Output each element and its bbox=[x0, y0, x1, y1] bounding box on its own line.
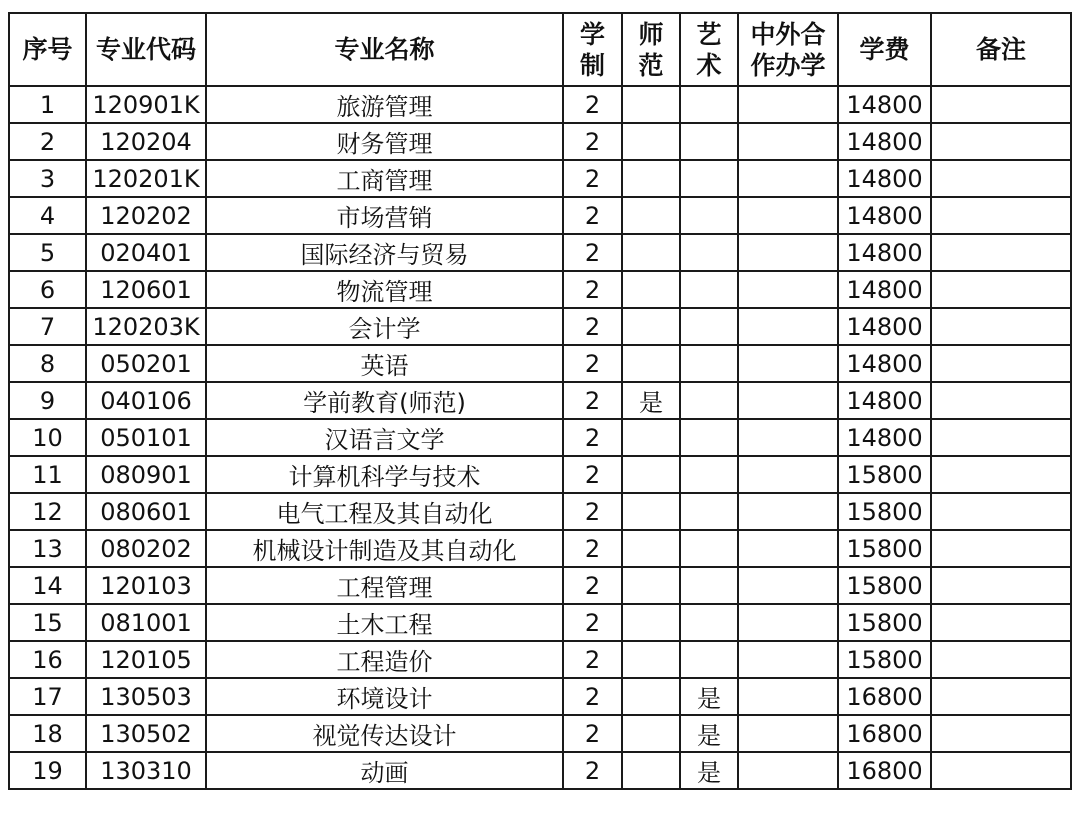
table-row bbox=[9, 493, 1071, 530]
table-row bbox=[9, 641, 1071, 678]
cell-coop bbox=[738, 160, 838, 197]
cell-art bbox=[680, 160, 738, 197]
cell-art bbox=[680, 197, 738, 234]
cell-name: 汉语言文学 bbox=[206, 419, 563, 456]
cell-duration: 2 bbox=[563, 456, 622, 493]
cell-note bbox=[931, 271, 1071, 308]
cell-duration: 2 bbox=[563, 604, 622, 641]
cell-note bbox=[931, 197, 1071, 234]
table-row bbox=[9, 86, 1071, 123]
header-normal-line1: 师 bbox=[638, 19, 664, 49]
cell-coop bbox=[738, 530, 838, 567]
cell-art bbox=[680, 604, 738, 641]
cell-code: 120201K bbox=[86, 160, 206, 197]
cell-coop bbox=[738, 715, 838, 752]
cell-note bbox=[931, 604, 1071, 641]
cell-normal bbox=[622, 493, 680, 530]
cell-name: 会计学 bbox=[206, 308, 563, 345]
cell-duration: 2 bbox=[563, 641, 622, 678]
cell-art bbox=[680, 567, 738, 604]
cell-note bbox=[931, 641, 1071, 678]
cell-name: 物流管理 bbox=[206, 271, 563, 308]
cell-duration: 2 bbox=[563, 382, 622, 419]
cell-index: 9 bbox=[9, 382, 86, 419]
header-normal-line2: 范 bbox=[638, 50, 664, 80]
cell-fee: 14800 bbox=[838, 197, 931, 234]
cell-normal bbox=[622, 678, 680, 715]
cell-normal bbox=[622, 197, 680, 234]
cell-duration: 2 bbox=[563, 493, 622, 530]
cell-coop bbox=[738, 123, 838, 160]
cell-normal bbox=[622, 604, 680, 641]
cell-code: 050201 bbox=[86, 345, 206, 382]
cell-duration: 2 bbox=[563, 271, 622, 308]
cell-normal bbox=[622, 345, 680, 382]
table-header bbox=[9, 13, 1071, 86]
cell-note bbox=[931, 493, 1071, 530]
cell-art bbox=[680, 123, 738, 160]
table-row bbox=[9, 567, 1071, 604]
cell-name: 土木工程 bbox=[206, 604, 563, 641]
cell-note bbox=[931, 715, 1071, 752]
cell-code: 120204 bbox=[86, 123, 206, 160]
header-normal bbox=[622, 13, 680, 86]
cell-normal bbox=[622, 160, 680, 197]
table-row bbox=[9, 271, 1071, 308]
cell-fee: 15800 bbox=[838, 530, 931, 567]
cell-normal bbox=[622, 123, 680, 160]
cell-code: 120103 bbox=[86, 567, 206, 604]
table-row bbox=[9, 678, 1071, 715]
cell-name: 学前教育(师范) bbox=[206, 382, 563, 419]
cell-code: 081001 bbox=[86, 604, 206, 641]
header-coop-line1: 中外合 bbox=[750, 19, 826, 49]
cell-normal bbox=[622, 308, 680, 345]
table-row bbox=[9, 234, 1071, 271]
cell-index: 13 bbox=[9, 530, 86, 567]
cell-note bbox=[931, 234, 1071, 271]
cell-index: 2 bbox=[9, 123, 86, 160]
cell-index: 18 bbox=[9, 715, 86, 752]
table-row bbox=[9, 197, 1071, 234]
cell-art: 是 bbox=[680, 752, 738, 789]
cell-code: 130503 bbox=[86, 678, 206, 715]
cell-note bbox=[931, 345, 1071, 382]
cell-coop bbox=[738, 345, 838, 382]
cell-note bbox=[931, 160, 1071, 197]
cell-art: 是 bbox=[680, 715, 738, 752]
cell-coop bbox=[738, 456, 838, 493]
cell-fee: 14800 bbox=[838, 123, 931, 160]
table-row bbox=[9, 382, 1071, 419]
cell-coop bbox=[738, 382, 838, 419]
table-row bbox=[9, 419, 1071, 456]
cell-name: 视觉传达设计 bbox=[206, 715, 563, 752]
cell-normal bbox=[622, 530, 680, 567]
cell-name: 机械设计制造及其自动化 bbox=[206, 530, 563, 567]
cell-index: 15 bbox=[9, 604, 86, 641]
cell-normal bbox=[622, 752, 680, 789]
cell-coop bbox=[738, 308, 838, 345]
cell-art bbox=[680, 530, 738, 567]
cell-name: 工程造价 bbox=[206, 641, 563, 678]
cell-code: 120901K bbox=[86, 86, 206, 123]
cell-coop bbox=[738, 678, 838, 715]
cell-index: 3 bbox=[9, 160, 86, 197]
header-coop bbox=[738, 13, 838, 86]
table-row bbox=[9, 160, 1071, 197]
cell-coop bbox=[738, 567, 838, 604]
cell-fee: 14800 bbox=[838, 345, 931, 382]
cell-duration: 2 bbox=[563, 678, 622, 715]
cell-index: 5 bbox=[9, 234, 86, 271]
header-art-line1: 艺 bbox=[696, 19, 722, 49]
cell-fee: 16800 bbox=[838, 678, 931, 715]
cell-duration: 2 bbox=[563, 160, 622, 197]
cell-code: 120203K bbox=[86, 308, 206, 345]
cell-normal bbox=[622, 641, 680, 678]
header-code: 专业代码 bbox=[86, 13, 206, 86]
cell-code: 120202 bbox=[86, 197, 206, 234]
cell-art bbox=[680, 345, 738, 382]
header-duration-line1: 学 bbox=[579, 19, 605, 49]
cell-fee: 14800 bbox=[838, 271, 931, 308]
cell-normal bbox=[622, 419, 680, 456]
cell-index: 6 bbox=[9, 271, 86, 308]
cell-name: 计算机科学与技术 bbox=[206, 456, 563, 493]
table-row bbox=[9, 604, 1071, 641]
cell-coop bbox=[738, 604, 838, 641]
table-body bbox=[9, 86, 1071, 789]
cell-fee: 14800 bbox=[838, 419, 931, 456]
cell-note bbox=[931, 678, 1071, 715]
cell-note bbox=[931, 308, 1071, 345]
cell-name: 环境设计 bbox=[206, 678, 563, 715]
cell-duration: 2 bbox=[563, 419, 622, 456]
cell-index: 8 bbox=[9, 345, 86, 382]
cell-index: 12 bbox=[9, 493, 86, 530]
cell-index: 19 bbox=[9, 752, 86, 789]
cell-fee: 14800 bbox=[838, 234, 931, 271]
cell-art bbox=[680, 382, 738, 419]
cell-duration: 2 bbox=[563, 345, 622, 382]
cell-index: 16 bbox=[9, 641, 86, 678]
table-wrapper bbox=[8, 12, 1072, 790]
cell-code: 120105 bbox=[86, 641, 206, 678]
header-coop-line2: 作办学 bbox=[750, 50, 826, 80]
cell-index: 14 bbox=[9, 567, 86, 604]
cell-duration: 2 bbox=[563, 752, 622, 789]
table-row bbox=[9, 530, 1071, 567]
cell-code: 020401 bbox=[86, 234, 206, 271]
cell-art bbox=[680, 308, 738, 345]
cell-art bbox=[680, 86, 738, 123]
cell-normal bbox=[622, 715, 680, 752]
cell-code: 080202 bbox=[86, 530, 206, 567]
cell-art bbox=[680, 419, 738, 456]
cell-name: 工程管理 bbox=[206, 567, 563, 604]
cell-duration: 2 bbox=[563, 86, 622, 123]
cell-normal bbox=[622, 234, 680, 271]
table-row bbox=[9, 715, 1071, 752]
cell-art bbox=[680, 641, 738, 678]
table-row bbox=[9, 456, 1071, 493]
cell-normal bbox=[622, 271, 680, 308]
table-row bbox=[9, 345, 1071, 382]
header-row bbox=[9, 13, 1071, 86]
cell-note bbox=[931, 752, 1071, 789]
cell-index: 4 bbox=[9, 197, 86, 234]
cell-code: 080601 bbox=[86, 493, 206, 530]
cell-duration: 2 bbox=[563, 567, 622, 604]
cell-fee: 14800 bbox=[838, 160, 931, 197]
cell-duration: 2 bbox=[563, 308, 622, 345]
cell-index: 10 bbox=[9, 419, 86, 456]
cell-code: 130502 bbox=[86, 715, 206, 752]
cell-coop bbox=[738, 641, 838, 678]
cell-name: 旅游管理 bbox=[206, 86, 563, 123]
cell-index: 11 bbox=[9, 456, 86, 493]
cell-fee: 14800 bbox=[838, 86, 931, 123]
cell-name: 动画 bbox=[206, 752, 563, 789]
cell-duration: 2 bbox=[563, 530, 622, 567]
cell-art: 是 bbox=[680, 678, 738, 715]
cell-fee: 16800 bbox=[838, 715, 931, 752]
cell-normal bbox=[622, 567, 680, 604]
cell-fee: 15800 bbox=[838, 493, 931, 530]
cell-fee: 14800 bbox=[838, 382, 931, 419]
cell-name: 工商管理 bbox=[206, 160, 563, 197]
cell-name: 财务管理 bbox=[206, 123, 563, 160]
cell-note bbox=[931, 86, 1071, 123]
cell-code: 130310 bbox=[86, 752, 206, 789]
cell-duration: 2 bbox=[563, 234, 622, 271]
table-row bbox=[9, 752, 1071, 789]
cell-index: 1 bbox=[9, 86, 86, 123]
cell-name: 国际经济与贸易 bbox=[206, 234, 563, 271]
table-row bbox=[9, 308, 1071, 345]
cell-note bbox=[931, 123, 1071, 160]
cell-fee: 16800 bbox=[838, 752, 931, 789]
cell-name: 英语 bbox=[206, 345, 563, 382]
header-fee: 学费 bbox=[838, 13, 931, 86]
cell-code: 080901 bbox=[86, 456, 206, 493]
cell-note bbox=[931, 419, 1071, 456]
cell-note bbox=[931, 567, 1071, 604]
cell-art bbox=[680, 493, 738, 530]
cell-duration: 2 bbox=[563, 123, 622, 160]
cell-coop bbox=[738, 493, 838, 530]
cell-art bbox=[680, 234, 738, 271]
cell-note bbox=[931, 530, 1071, 567]
cell-coop bbox=[738, 86, 838, 123]
cell-coop bbox=[738, 752, 838, 789]
cell-name: 市场营销 bbox=[206, 197, 563, 234]
table-row bbox=[9, 123, 1071, 160]
cell-coop bbox=[738, 234, 838, 271]
header-duration bbox=[563, 13, 622, 86]
header-name: 专业名称 bbox=[206, 13, 563, 86]
cell-fee: 15800 bbox=[838, 456, 931, 493]
cell-art bbox=[680, 456, 738, 493]
cell-normal bbox=[622, 86, 680, 123]
cell-index: 17 bbox=[9, 678, 86, 715]
cell-fee: 14800 bbox=[838, 308, 931, 345]
cell-coop bbox=[738, 419, 838, 456]
majors-table bbox=[8, 12, 1072, 790]
cell-coop bbox=[738, 271, 838, 308]
cell-duration: 2 bbox=[563, 197, 622, 234]
cell-fee: 15800 bbox=[838, 641, 931, 678]
header-note: 备注 bbox=[931, 13, 1071, 86]
cell-code: 040106 bbox=[86, 382, 206, 419]
cell-index: 7 bbox=[9, 308, 86, 345]
cell-normal bbox=[622, 456, 680, 493]
cell-normal: 是 bbox=[622, 382, 680, 419]
cell-coop bbox=[738, 197, 838, 234]
header-art-line2: 术 bbox=[696, 50, 722, 80]
header-duration-line2: 制 bbox=[579, 50, 605, 80]
cell-note bbox=[931, 456, 1071, 493]
header-art bbox=[680, 13, 738, 86]
cell-note bbox=[931, 382, 1071, 419]
cell-code: 120601 bbox=[86, 271, 206, 308]
cell-duration: 2 bbox=[563, 715, 622, 752]
cell-fee: 15800 bbox=[838, 567, 931, 604]
cell-name: 电气工程及其自动化 bbox=[206, 493, 563, 530]
cell-code: 050101 bbox=[86, 419, 206, 456]
cell-fee: 15800 bbox=[838, 604, 931, 641]
header-index: 序号 bbox=[9, 13, 86, 86]
cell-art bbox=[680, 271, 738, 308]
